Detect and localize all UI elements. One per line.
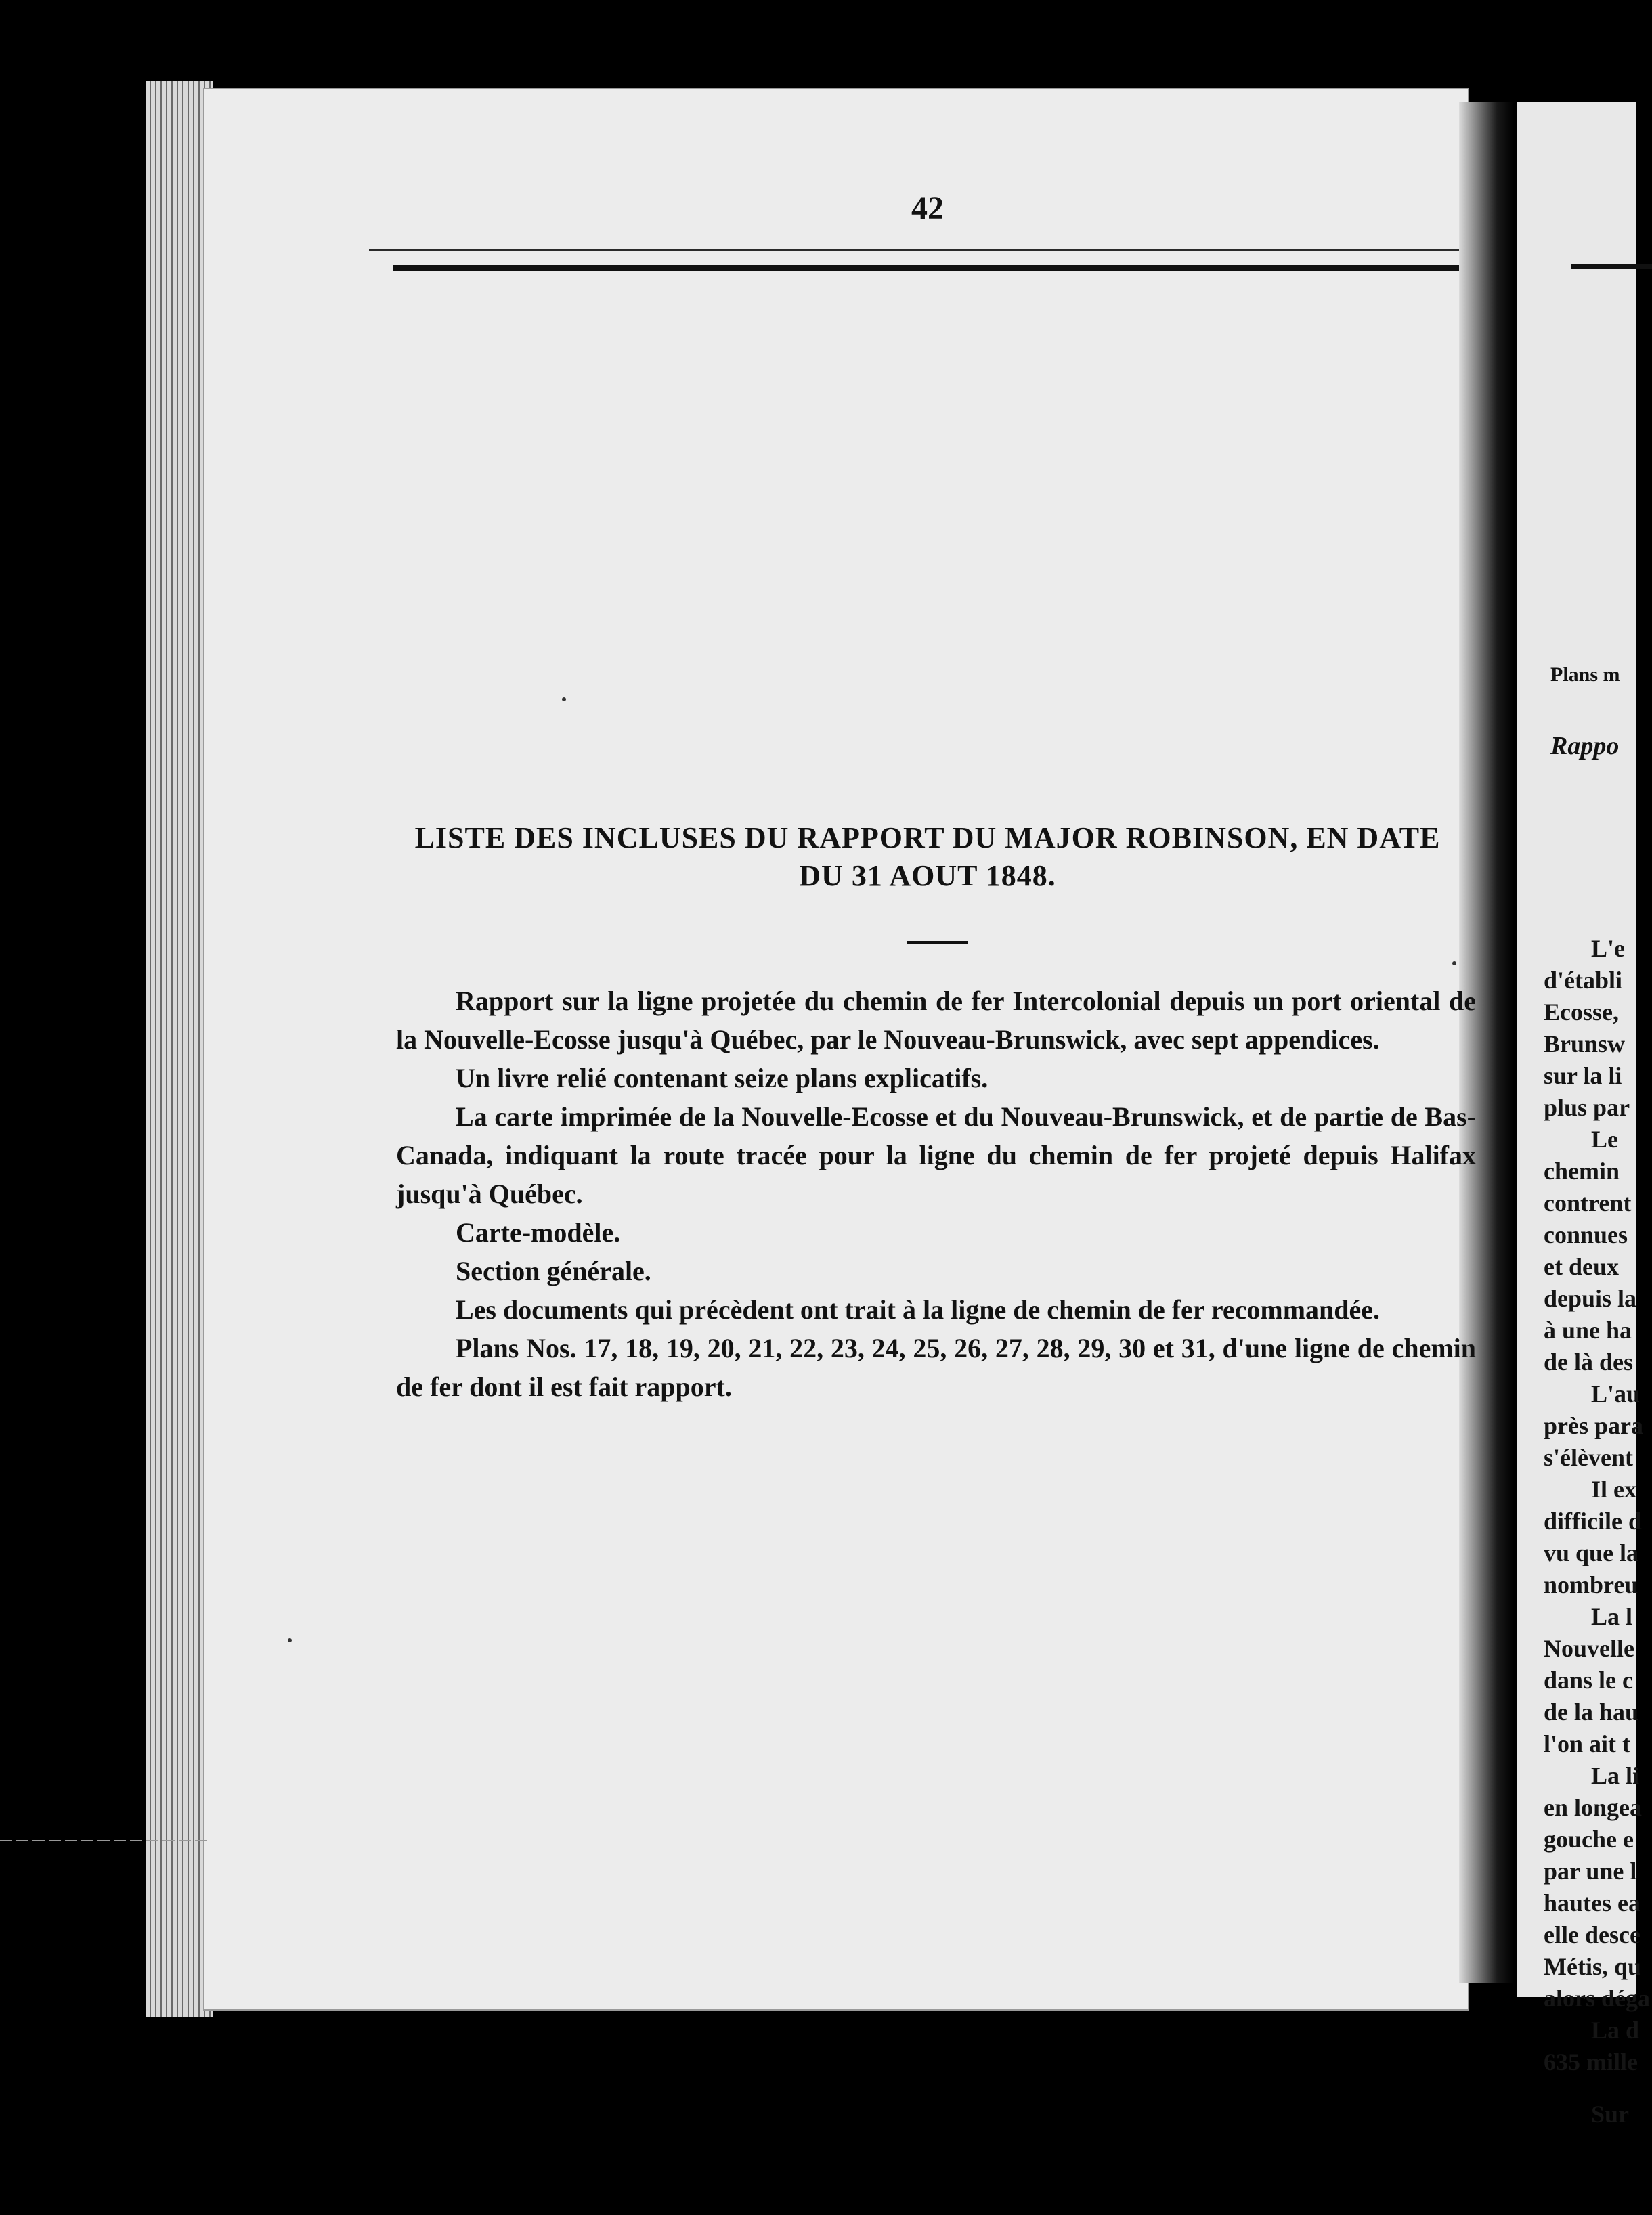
facing-text-line: d'établi (1544, 967, 1623, 994)
facing-text-line: alors déga (1544, 1985, 1650, 2012)
paragraph: Les documents qui précèdent ont trait à la ligne de chemin de fer recommandée. (456, 1294, 1381, 1325)
facing-text-line: Sur (1591, 2101, 1630, 2128)
facing-text-line: 635 mille (1544, 2048, 1638, 2076)
paragraph: Section générale. (456, 1256, 651, 1286)
body-text (396, 982, 1476, 1406)
paper-speck (288, 1638, 292, 1642)
page-title (379, 819, 1476, 895)
paragraph: La carte imprimée de la Nouvelle-Ecosse et du Nouveau-Brunswick, et de partie de Bas-Canada, indiquant la route tracée pour la ligne du chemin de fer projeté depuis Halifax jusqu'à Québec. (396, 1101, 1476, 1209)
header-rule-thick (393, 265, 1459, 271)
paper-speck (1452, 961, 1456, 965)
facing-text-line: L'e (1591, 935, 1625, 962)
facing-text-line: sur la li (1544, 1062, 1622, 1089)
facing-text-line: Le (1591, 1126, 1618, 1153)
facing-text-line: contrent (1544, 1189, 1632, 1216)
facing-text-line: nombreu (1544, 1571, 1638, 1598)
facing-text-line: de là des (1544, 1348, 1634, 1376)
facing-text-line: difficile d (1544, 1508, 1642, 1535)
title-line-1: LISTE DES INCLUSES DU RAPPORT DU MAJOR ROBINSON, EN DATE (414, 821, 1441, 854)
scan-artifact-line (0, 1840, 210, 1841)
facing-text-line: l'on ait t (1544, 1730, 1631, 1757)
title-separator (907, 941, 968, 944)
facing-heading: Plans m (1550, 663, 1620, 686)
page-number: 42 (911, 190, 944, 226)
facing-text-line: Métis, qu (1544, 1953, 1641, 1980)
facing-text-line: chemin (1544, 1158, 1620, 1185)
paragraph: Plans Nos. 17, 18, 19, 20, 21, 22, 23, 24, 25, 26, 27, 28, 29, 30 et 31, d'une ligne de chemin de fer dont il est fait rapport. (396, 1333, 1476, 1402)
facing-italic-title: Rappo (1550, 732, 1620, 760)
facing-text-line: et deux (1544, 1253, 1619, 1280)
facing-text-line: à une ha (1544, 1317, 1632, 1344)
facing-text-line: près para (1544, 1412, 1643, 1439)
facing-text-line: Ecosse, (1544, 999, 1619, 1026)
facing-text-line: hautes ea (1544, 1889, 1640, 1916)
paper-speck (562, 697, 566, 701)
facing-text-line: L'au (1591, 1380, 1640, 1407)
facing-text-line: en longea (1544, 1794, 1643, 1821)
facing-text-line: vu que la (1544, 1539, 1639, 1566)
facing-text-line: plus par (1544, 1094, 1630, 1121)
facing-text-line: dans le c (1544, 1667, 1634, 1694)
facing-text-line: de la hau (1544, 1698, 1639, 1726)
title-line-2: DU 31 AOUT 1848. (799, 859, 1056, 892)
paragraph: Carte-modèle. (456, 1217, 621, 1248)
facing-header-rule (1571, 264, 1652, 269)
header-rule-thin (369, 249, 1459, 251)
facing-text-line: elle desce (1544, 1921, 1640, 1948)
facing-text-line: La li (1591, 1762, 1640, 1789)
facing-text-line: Nouvelle (1544, 1635, 1634, 1662)
facing-text-line: gouche e (1544, 1826, 1634, 1853)
facing-text-line: La l (1591, 1603, 1633, 1630)
facing-page (1517, 102, 1650, 2128)
facing-text-line: Brunsw (1544, 1030, 1626, 1057)
paragraph: Rapport sur la ligne projetée du chemin de fer Intercolonial depuis un port oriental de la Nouvelle-Ecosse jusqu'à Québec, par le Nouveau-Brunswick, avec sept appendices. (396, 986, 1476, 1055)
paragraph: Un livre relié contenant seize plans explicatifs. (456, 1063, 988, 1093)
facing-text-line: Il ex (1591, 1476, 1636, 1503)
facing-text-line: par une l (1544, 1858, 1637, 1885)
facing-text-line: s'élèvent (1544, 1444, 1633, 1471)
facing-text-line: connues (1544, 1221, 1628, 1248)
facing-text-line: depuis la (1544, 1285, 1637, 1312)
facing-text-line: La d (1591, 2017, 1640, 2044)
